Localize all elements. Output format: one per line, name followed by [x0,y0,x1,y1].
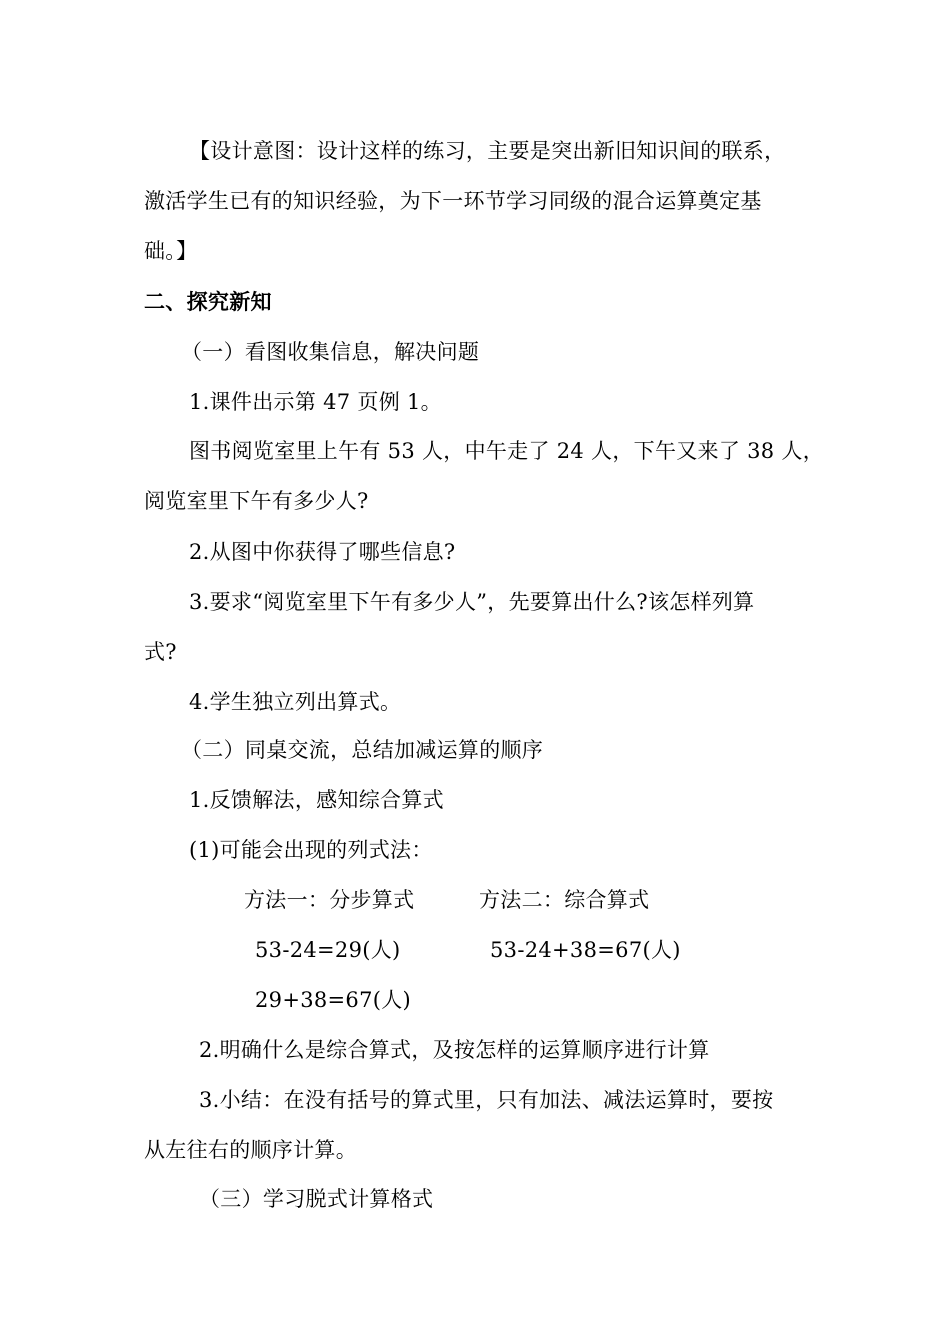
design-intent-line-2: 激活学生已有的知识经验，为下一环节学习同级的混合运算奠定基 [144,189,762,213]
subsection-heading-1: （一）看图收集信息，解决问题 [181,340,480,364]
section-heading-explore: 二、探究新知 [144,289,272,314]
list-item-continuation: 式? [144,640,177,664]
list-item-continuation: 从左往右的顺序计算。 [144,1138,357,1162]
list-item: 3.小结：在没有括号的算式里，只有加法、减法运算时，要按 [199,1088,774,1112]
method-2-equation: 53-24+38=67(人) [490,938,681,962]
list-item: 4.学生独立列出算式。 [189,690,402,714]
list-item: 2.从图中你获得了哪些信息? [189,540,456,564]
problem-text-line-2: 阅览室里下午有多少人? [144,489,369,513]
list-item: (1)可能会出现的列式法： [189,838,433,862]
method-2-label: 方法二：综合算式 [479,888,650,912]
method-1-equation-2: 29+38=67(人) [255,988,412,1012]
list-item: 1.课件出示第 47 页例 1。 [189,390,442,414]
list-item: 2.明确什么是综合算式，及按怎样的运算顺序进行计算 [199,1038,710,1062]
problem-text-line-1: 图书阅览室里上午有 53 人，中午走了 24 人，下午又来了 38 人， [189,439,825,463]
method-1-label: 方法一：分步算式 [244,888,415,912]
list-item: 1.反馈解法，感知综合算式 [189,788,444,812]
list-item: 3.要求“阅览室里下午有多少人”，先要算出什么?该怎样列算 [189,590,755,614]
design-intent-line-3: 础。】 [144,239,198,263]
subsection-heading-3: （三）学习脱式计算格式 [199,1187,434,1211]
design-intent-line-1: 【设计意图：设计这样的练习，主要是突出新旧知识间的联系， [189,139,786,163]
subsection-heading-2: （二）同桌交流，总结加减运算的顺序 [181,738,544,762]
method-1-equation-1: 53-24=29(人) [255,938,401,962]
